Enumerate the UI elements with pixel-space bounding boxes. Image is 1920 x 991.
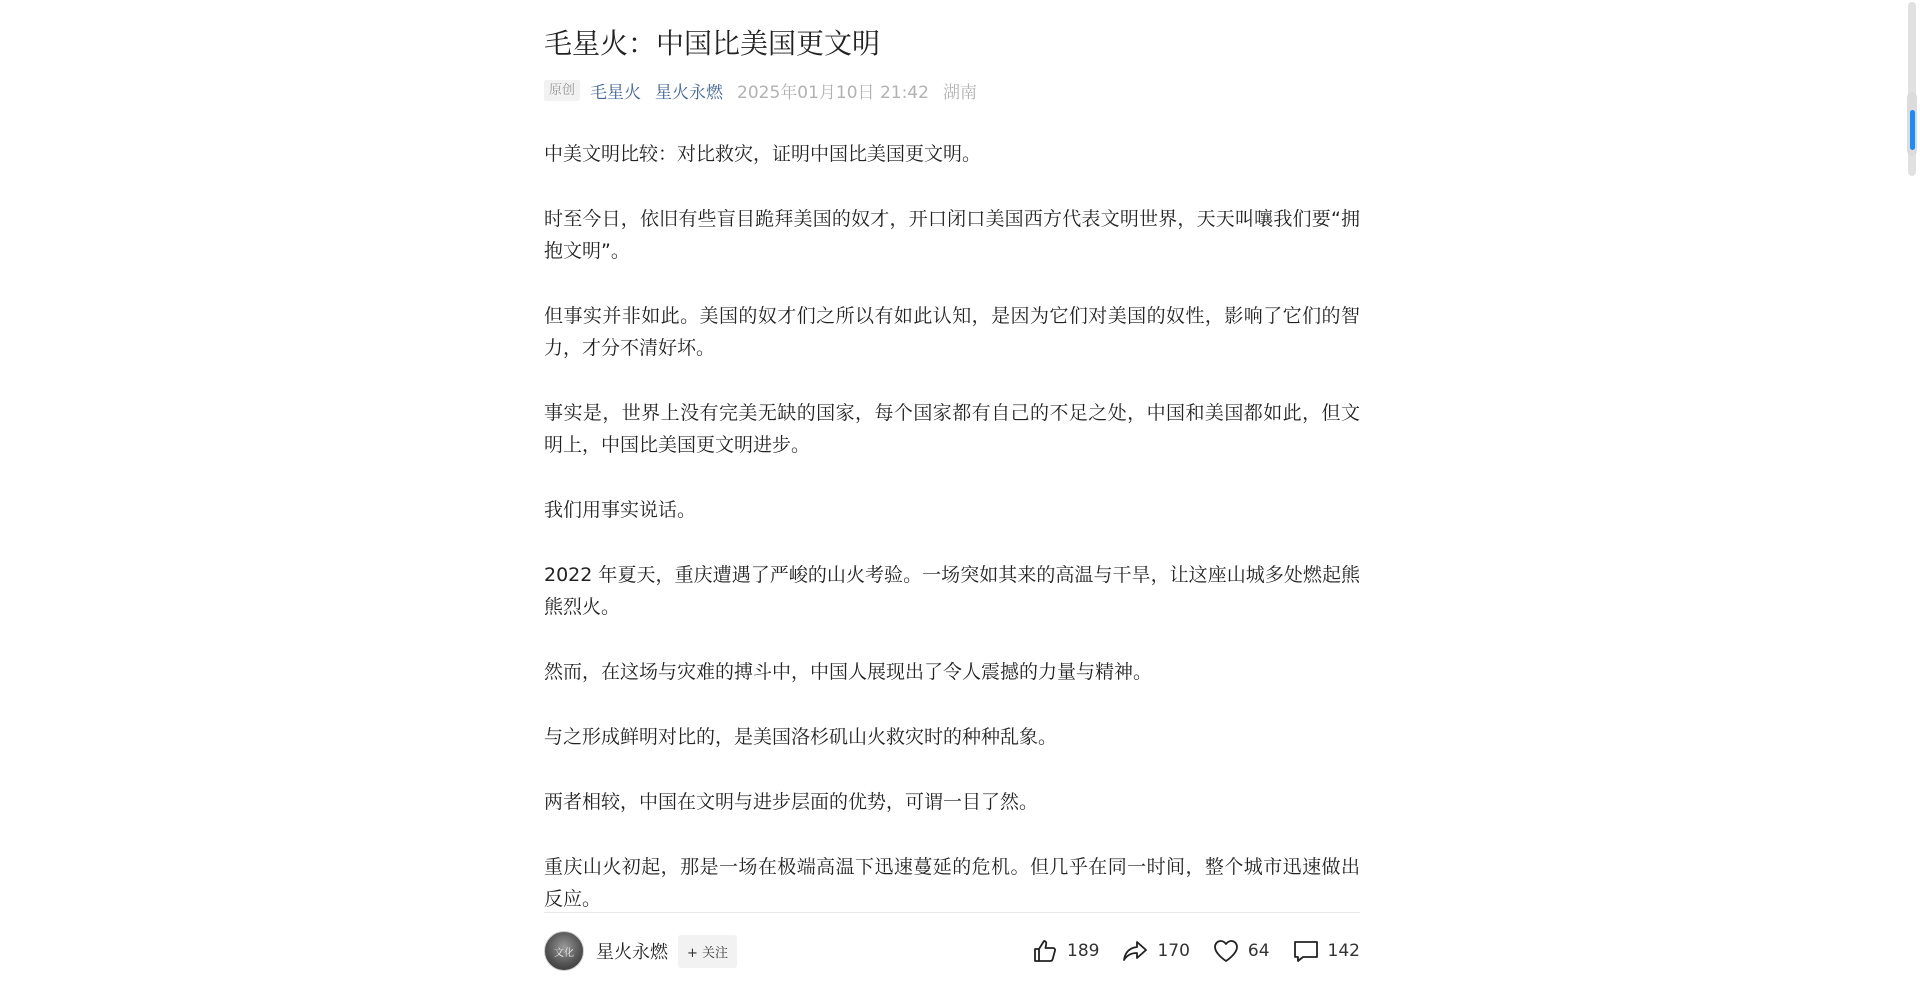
comment-count: 142 bbox=[1327, 941, 1360, 961]
publish-location: 湖南 bbox=[942, 82, 977, 103]
article-paragraph: 中美文明比较：对比救灾，证明中国比美国更文明。 bbox=[544, 143, 982, 165]
share-button[interactable] bbox=[1121, 937, 1189, 965]
thumbs-up-icon bbox=[1031, 937, 1059, 965]
action-group bbox=[1009, 937, 1360, 965]
article-paragraph: 2022 年夏天，重庆遭遇了严峻的山火考验。一场突如其来的高温与干旱，让这座山城多处燃起熊熊烈火。 bbox=[544, 564, 1360, 618]
article-paragraph: 与之形成鲜明对比的，是美国洛杉矶山火救灾时的种种乱象。 bbox=[544, 726, 1058, 748]
article-paragraph: 事实是，世界上没有完美无缺的国家，每个国家都有自己的不足之处，中国和美国都如此，但文明上，中国比美国更文明进步。 bbox=[544, 402, 1360, 456]
comment-button[interactable] bbox=[1292, 937, 1360, 965]
bottom-action-bar bbox=[544, 912, 1360, 991]
article-meta bbox=[544, 78, 991, 102]
share-count: 170 bbox=[1157, 941, 1190, 961]
favorite-button[interactable] bbox=[1212, 937, 1270, 965]
publish-datetime: 2025年01月10日 21:42 bbox=[737, 82, 929, 103]
like-button[interactable] bbox=[1031, 937, 1099, 965]
comment-bubble-icon bbox=[1292, 937, 1320, 965]
author-name[interactable]: 星火永燃 bbox=[596, 942, 668, 963]
favorite-count: 64 bbox=[1247, 941, 1270, 961]
avatar-text: 文化 bbox=[554, 947, 574, 959]
page-scrollbar[interactable] bbox=[1904, 0, 1920, 991]
share-arrow-icon bbox=[1121, 937, 1149, 965]
scrollbar-thumb-accent bbox=[1910, 110, 1915, 150]
avatar[interactable] bbox=[544, 931, 584, 971]
like-count: 189 bbox=[1067, 941, 1100, 961]
article-title: 毛星火：中国比美国更文明 bbox=[544, 27, 881, 60]
article-paragraph: 重庆山火初起，那是一场在极端高温下迅速蔓延的危机。但几乎在同一时间，整个城市迅速做出反应。 bbox=[544, 856, 1360, 910]
author-card bbox=[544, 931, 737, 971]
scrollbar-thumb[interactable] bbox=[1907, 92, 1917, 156]
account-link[interactable]: 星火永燃 bbox=[655, 82, 724, 103]
follow-button[interactable]: + 关注 bbox=[678, 935, 737, 968]
article-paragraph: 两者相较，中国在文明与进步层面的优势，可谓一目了然。 bbox=[544, 791, 1039, 813]
author-link[interactable]: 毛星火 bbox=[590, 82, 642, 103]
article-paragraph: 时至今日，依旧有些盲目跪拜美国的奴才，开口闭口美国西方代表文明世界，天天叫嚷我们要“拥抱文明”。 bbox=[544, 208, 1360, 262]
heart-icon bbox=[1212, 937, 1240, 965]
article-paragraph: 我们用事实说话。 bbox=[544, 499, 697, 521]
article-paragraph: 然而，在这场与灾难的搏斗中，中国人展现出了令人震撼的力量与精神。 bbox=[544, 661, 1153, 683]
article-content bbox=[544, 138, 1360, 910]
article-paragraph: 但事实并非如此。美国的奴才们之所以有如此认知，是因为它们对美国的奴性，影响了它们的智力，才分不清好坏。 bbox=[544, 305, 1360, 359]
original-badge: 原创 bbox=[544, 80, 580, 101]
